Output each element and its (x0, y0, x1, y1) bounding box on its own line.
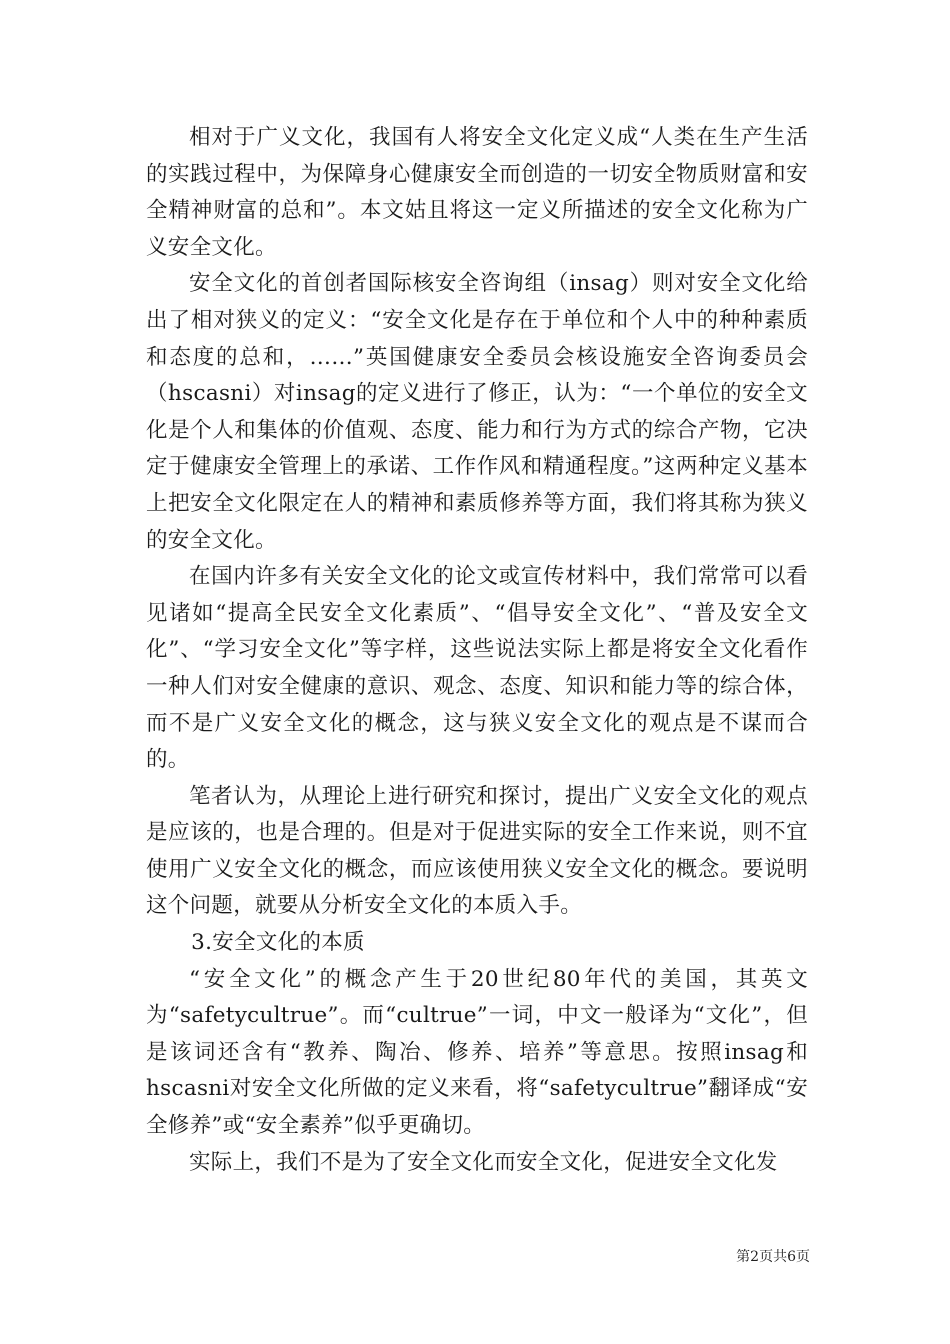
paragraph-broad-definition: 相对于广义文化，我国有人将安全文化定义成“人类在生产生活的实践过程中，为保障身心健康安全而创造的一切安全物质财富和安全精神财富的总和”。本文姑且将这一定义所描述的安全文化称为广义安全文化。 (146, 125, 808, 260)
paragraph-domestic-usage: 在国内许多有关安全文化的论文或宣传材料中，我们常常可以看见诸如“提高全民安全文化素质”、“倡导安全文化”、“普及安全文化”、“学习安全文化”等字样，这些说法实际上都是将安全文化看作一种人们对安全健康的意识、观念、态度、知识和能力等的综合体，而不是广义安全文化的概念，这与狭义安全文化的观点是不谋而合的。 (146, 564, 808, 773)
paragraph-narrow-definition: 安全文化的首创者国际核安全咨询组（insag）则对安全文化给出了相对狭义的定义：“安全文化是存在于单位和个人中的种种素质和态度的总和，……”英国健康安全委员会核设施安全咨询委员会（hscasni）对insag的定义进行了修正，认为：“一个单位的安全文化是个人和集体的价值观、态度、能力和行为方式的综合产物，它决定于健康安全管理上的承诺、工作作风和精通程度。”这两种定义基本上把安全文化限定在人的精神和素质修养等方面，我们将其称为狭义的安全文化。 (146, 271, 808, 553)
paragraph-author-opinion: 笔者认为，从理论上进行研究和探讨，提出广义安全文化的观点是应该的，也是合理的。但是对于促进实际的安全工作来说，则不宜使用广义安全文化的概念，而应该使用狭义安全文化的概念。要说明这个问题，就要从分析安全文化的本质入手。 (146, 783, 808, 919)
document-body (146, 120, 808, 1181)
page-number-label: 第2页共6页 (736, 1249, 810, 1265)
section-heading-essence: 3.安全文化的本质 (191, 930, 365, 956)
paragraph-origin: “安全文化”的概念产生于20世纪80年代的美国，其英文为“safetycultrue”。而“cultrue”一词，中文一般译为“文化”，但是该词还含有“教养、陶冶、修养、培养”等意思。按照insag和hscasni对安全文化所做的定义来看，将“safetycultrue”翻译成“安全修养”或“安全素养”似乎更确切。 (146, 966, 808, 1139)
page-number-footer (690, 1246, 810, 1266)
paragraph-conclusion-start: 实际上，我们不是为了安全文化而安全文化，促进安全文化发 (189, 1149, 778, 1175)
